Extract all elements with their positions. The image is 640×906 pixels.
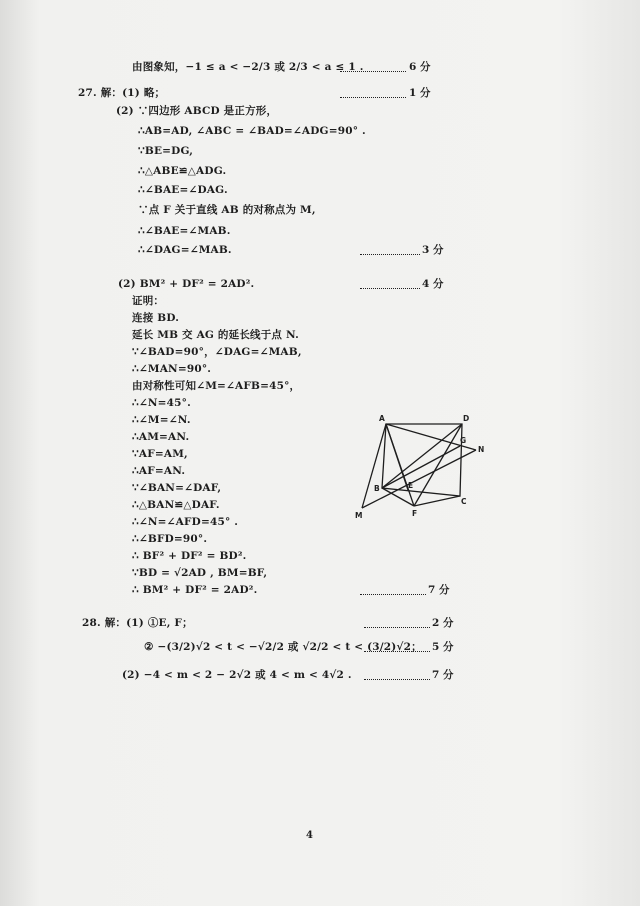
label-e: E bbox=[408, 481, 414, 490]
score-leader-4 bbox=[360, 288, 420, 289]
score-leader-1 bbox=[340, 71, 406, 72]
score-leader-2 bbox=[340, 97, 406, 98]
text-line-19: ∴∠M=∠N. bbox=[132, 414, 191, 426]
text-line-22: ∴AF=AN. bbox=[132, 465, 186, 477]
label-n: N bbox=[478, 445, 485, 454]
label-g: G bbox=[460, 436, 467, 445]
segment-am bbox=[362, 424, 386, 508]
text-line-3: (2) ∵四边形 ABCD 是正方形， bbox=[116, 105, 278, 117]
score-leader-7 bbox=[364, 651, 430, 652]
text-line-23: ∵∠BAN=∠DAF, bbox=[132, 482, 222, 494]
label-m: M bbox=[355, 511, 363, 520]
text-line-30: 28. 解：(1) ①E, F； bbox=[82, 617, 193, 629]
text-line-5: ∵BE=DG, bbox=[138, 145, 194, 157]
text-line-29: ∴ BM² + DF² = 2AD². bbox=[132, 584, 258, 596]
text-line-1: 由图象知，−1 ≤ a < −2/3 或 2/3 < a ≤ 1 . bbox=[132, 61, 364, 73]
text-line-26: ∴∠BFD=90°. bbox=[132, 533, 208, 545]
geometry-figure bbox=[350, 412, 490, 522]
text-line-17: 由对称性可知∠M=∠AFB=45°， bbox=[132, 380, 301, 392]
score-6: 2 分 bbox=[432, 617, 454, 629]
text-line-2: 27. 解：(1) 略； bbox=[78, 87, 166, 99]
text-line-12: 证明： bbox=[132, 295, 165, 307]
label-a: A bbox=[379, 414, 385, 423]
text-line-14: 延长 MB 交 AG 的延长线于点 N. bbox=[132, 329, 299, 341]
text-line-15: ∵∠BAD=90°，∠DAG=∠MAB, bbox=[132, 346, 302, 358]
label-f: F bbox=[412, 509, 418, 518]
score-leader-8 bbox=[364, 679, 430, 680]
score-5: 7 分 bbox=[428, 584, 450, 596]
score-leader-6 bbox=[364, 627, 430, 628]
segment-bd bbox=[382, 424, 462, 488]
text-line-13: 连接 BD. bbox=[132, 312, 180, 324]
segment-bg bbox=[382, 446, 460, 488]
figure-lines bbox=[362, 424, 476, 508]
text-line-9: ∴∠BAE=∠MAB. bbox=[138, 225, 231, 237]
text-line-6: ∴△ABE≌△ADG. bbox=[138, 165, 227, 177]
text-line-20: ∴AM=AN. bbox=[132, 431, 190, 443]
text-line-4: ∴AB=AD, ∠ABC = ∠BAD=∠ADG=90° . bbox=[138, 125, 366, 137]
text-line-32: (2) −4 < m < 2 − 2√2 或 4 < m < 4√2 . bbox=[122, 669, 352, 681]
label-d: D bbox=[463, 414, 470, 423]
score-leader-5 bbox=[360, 594, 426, 595]
text-line-8: ∵点 F 关于直线 AB 的对称点为 M, bbox=[138, 204, 316, 216]
text-line-7: ∴∠BAE=∠DAG. bbox=[138, 184, 228, 196]
score-leader-3 bbox=[360, 254, 420, 255]
text-line-21: ∵AF=AM, bbox=[132, 448, 188, 460]
text-line-31: ② −(3/2)√2 < t < −√2/2 或 √2/2 < t < (3/2)√2； bbox=[144, 641, 422, 653]
segment-fc bbox=[414, 496, 460, 506]
text-line-16: ∴∠MAN=90°. bbox=[132, 363, 212, 375]
page-number: 4 bbox=[306, 830, 313, 841]
text-line-28: ∵BD = √2AD , BM=BF, bbox=[132, 567, 268, 579]
score-3: 3 分 bbox=[422, 244, 444, 256]
text-line-11: (2) BM² + DF² = 2AD². bbox=[118, 278, 255, 290]
score-8: 7 分 bbox=[432, 669, 454, 681]
text-line-18: ∴∠N=45°. bbox=[132, 397, 191, 409]
score-1: 6 分 bbox=[409, 61, 431, 73]
label-c: C bbox=[461, 497, 467, 506]
score-7: 5 分 bbox=[432, 641, 454, 653]
score-2: 1 分 bbox=[409, 87, 431, 99]
text-line-10: ∴∠DAG=∠MAB. bbox=[138, 244, 232, 256]
text-line-25: ∴∠N=∠AFD=45° . bbox=[132, 516, 239, 528]
text-line-24: ∴△BAN≌△DAF. bbox=[132, 499, 220, 511]
label-b: B bbox=[374, 484, 380, 493]
text-line-27: ∴ BF² + DF² = BD². bbox=[132, 550, 247, 562]
score-4: 4 分 bbox=[422, 278, 444, 290]
